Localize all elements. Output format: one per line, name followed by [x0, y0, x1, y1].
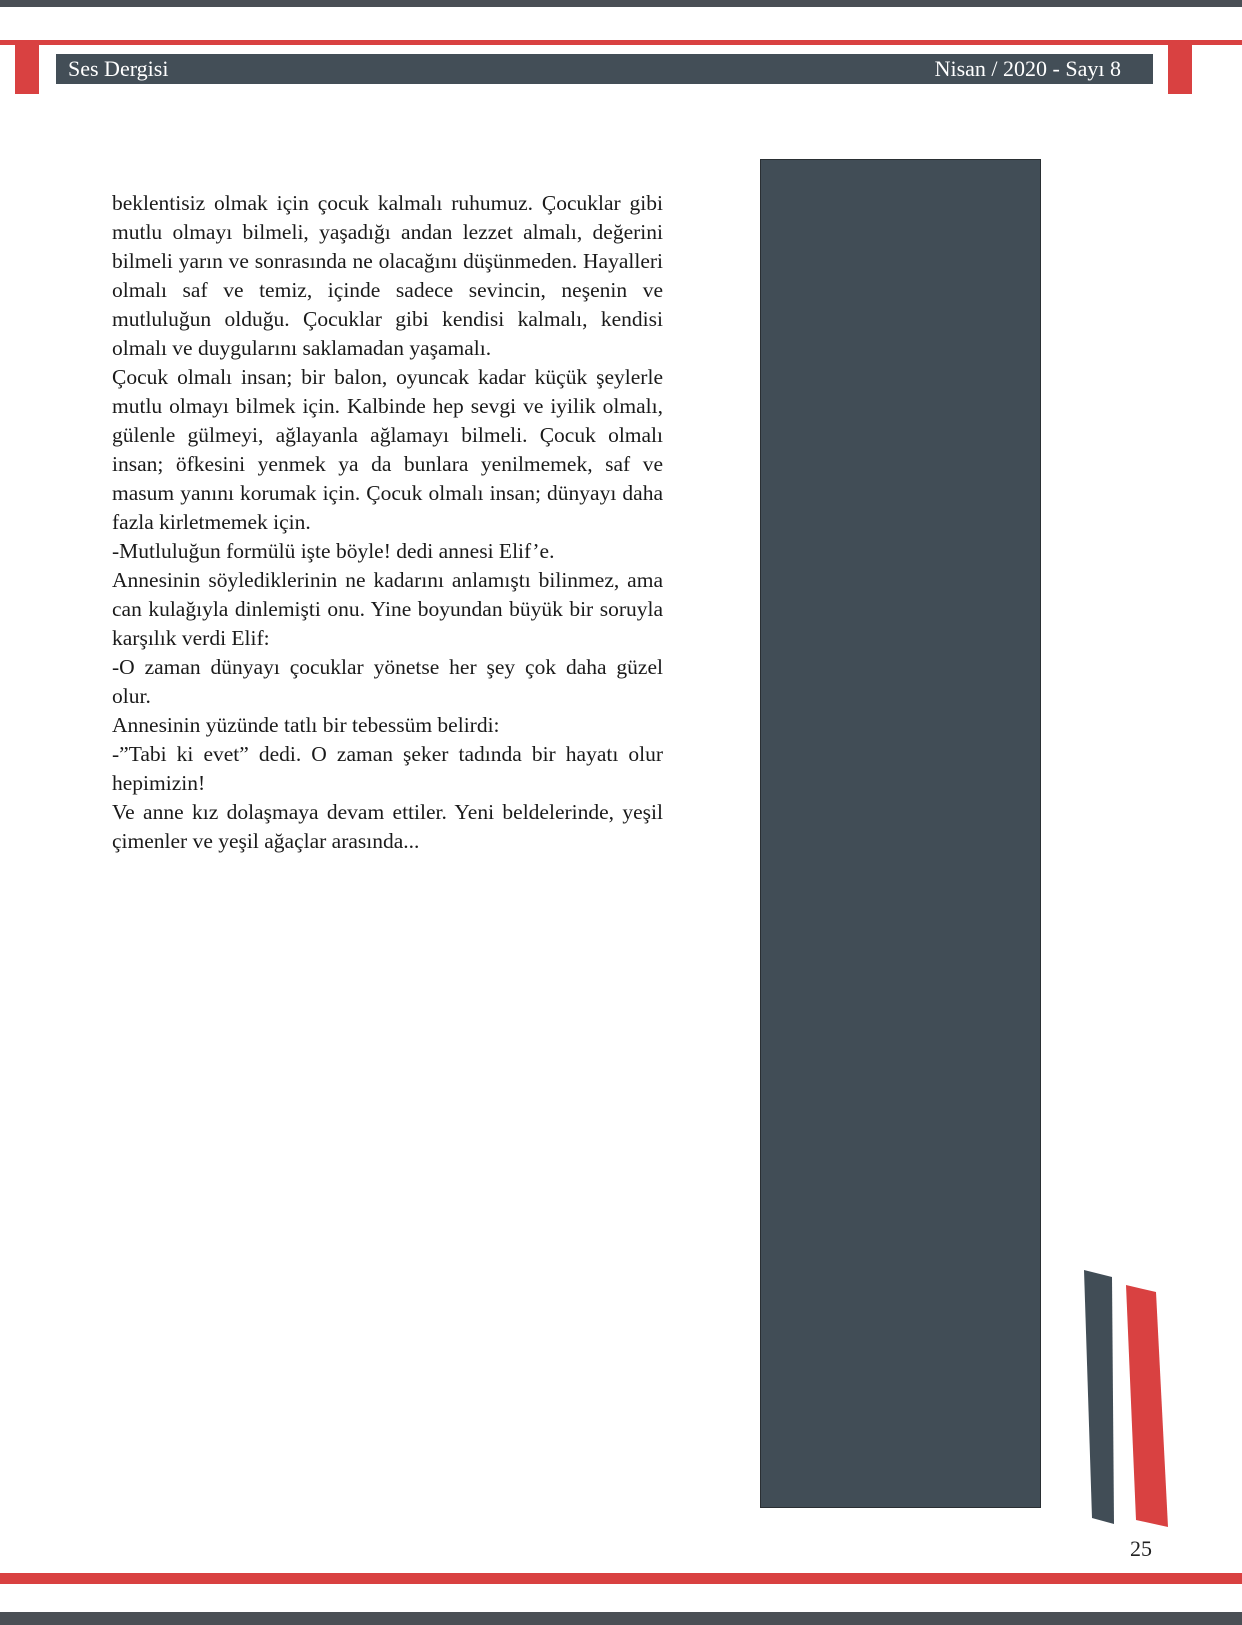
- left-red-tab: [15, 40, 39, 94]
- running-header: [56, 54, 1153, 84]
- paragraph: Annesinin yüzünde tatlı bir tebessüm belirdi:: [112, 713, 500, 737]
- bottom-border-strip: [0, 1612, 1242, 1625]
- top-border-strip: [0, 0, 1242, 7]
- paragraph: -Mutluluğun formülü işte böyle! dedi annesi Elif’e.: [112, 539, 555, 563]
- paragraph: -O zaman dünyayı çocuklar yönetse her şey çok daha güzel olur.: [112, 655, 663, 708]
- right-red-tab: [1168, 40, 1192, 94]
- paragraph: Çocuk olmalı insan; bir balon, oyuncak kadar küçük şeylerle mutlu olmayı bilmek için. Kalbinde hep sevgi ve iyilik olmalı, gülenle gülmeyi, ağlayanla ağlamayı bilmeli. Çocuk olmalı insan; öfkesini yenmek ya da bunlara yenilmemek, saf ve masum yanını korumak için. Çocuk olmalı insan; dünyayı daha fazla kirletmemek için.: [112, 365, 663, 534]
- paragraph: beklentisiz olmak için çocuk kalmalı ruhumuz. Çocuklar gibi mutlu olmayı bilmeli, yaşadığı andan lezzet almalı, değerini bilmeli yarın ve sonrasında ne olacağını düşünmeden. Hayalleri olmalı saf ve temiz, içinde sadece sevincin, neşenin ve mutluluğun olduğu. Çocuklar gibi kendisi kalmalı, kendisi olmalı ve duygularını saklamadan yaşamalı.: [112, 191, 663, 360]
- bottom-red-rule: [0, 1573, 1242, 1584]
- paragraph: Ve anne kız dolaşmaya devam ettiler. Yeni beldelerinde, yeşil çimenler ve yeşil ağaçlar arasında...: [112, 800, 663, 853]
- red-slanted-stripe: [1126, 1285, 1168, 1527]
- magazine-name: Ses Dergisi: [68, 56, 169, 81]
- decorative-dark-panel: [760, 159, 1041, 1508]
- decorative-stripe-pair: [1080, 1268, 1170, 1528]
- page-number: 25: [1130, 1536, 1152, 1561]
- paragraph: Annesinin söylediklerinin ne kadarını anlamıştı bilinmez, ama can kulağıyla dinlemişti onu. Yine boyundan büyük bir soruyla karşılık verdi Elif:: [112, 568, 663, 650]
- top-red-rule: [0, 40, 1242, 45]
- article-body: [112, 189, 663, 856]
- dark-slanted-stripe: [1084, 1270, 1114, 1524]
- paragraph: -”Tabi ki evet” dedi. O zaman şeker tadında bir hayatı olur hepimizin!: [112, 742, 663, 795]
- issue-info: Nisan / 2020 - Sayı 8: [934, 56, 1121, 81]
